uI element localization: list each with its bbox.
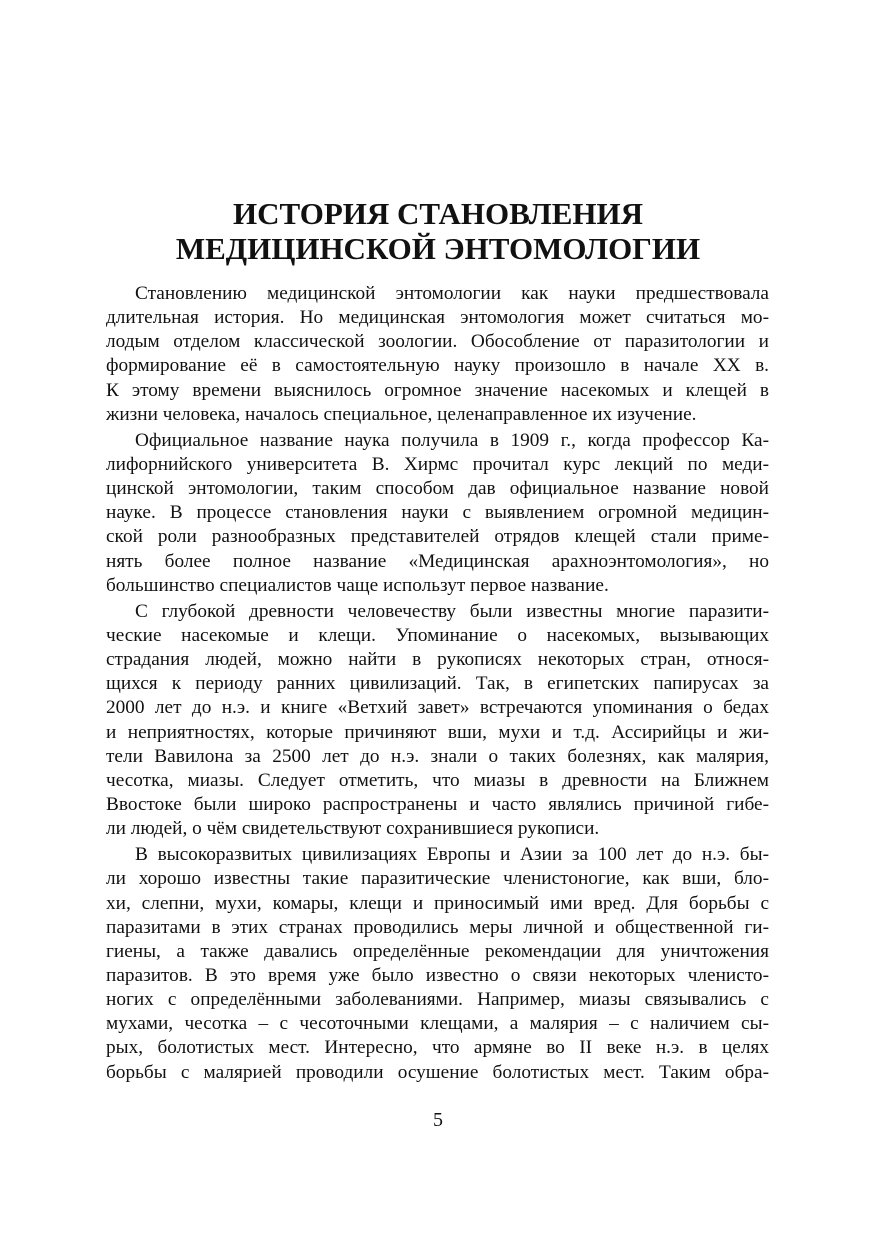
text-line: Становлению медицинской энтомологии как науки предшествовала [135, 283, 769, 304]
paragraph [106, 429, 769, 598]
body-text [106, 282, 769, 1085]
paragraph [106, 843, 769, 1084]
text-line: тели Вавилона за 2500 лет до н.э. знали о таких болезнях, как малярия, [106, 745, 769, 767]
text-line: ли хорошо известны такие паразитические членистоногие, как вши, бло- [106, 868, 769, 890]
text-line: Ввостоке были широко распространены и часто являлись причиной гибе- [106, 793, 769, 815]
paragraph [106, 282, 769, 427]
text-line: ческие насекомые и клещи. Упоминание о насекомых, вызывающих [106, 624, 769, 646]
text-line: щихся к периоду ранних цивилизаций. Так, в египетских папирусах за [106, 673, 769, 695]
text-line: Официальное название наука получила в 1909 г., когда профессор Ка- [135, 429, 769, 451]
text-line: длительная история. Но медицинская энтомология может считаться мо- [106, 307, 769, 329]
text-line: лодым отделом классической зоологии. Обособление от паразитологии и [106, 331, 769, 353]
text-line: В высокоразвитых цивилизациях Европы и Азии за 100 лет до н.э. бы- [135, 844, 769, 866]
text-line: науке. В процессе становления науки с выявлением огромной медицин- [106, 502, 769, 524]
text-line: ли людей, о чём свидетельствуют сохранившиеся рукописи. [106, 818, 600, 840]
text-line: С глубокой древности человечеству были известны многие паразити- [135, 600, 769, 622]
text-line: паразитов. В это время уже было известно о связи некоторых членисто- [106, 964, 769, 986]
text-line: нять более полное название «Медицинская арахноэнтомология», но [106, 550, 769, 572]
text-line: формирование её в самостоятельную науку произошло в начале ХХ в. [106, 355, 769, 377]
text-line: жизни человека, началось специальное, целенаправленное их изучение. [106, 403, 697, 425]
text-line: и неприятностях, которые причиняют вши, мухи и т.д. Ассирийцы и жи- [106, 721, 769, 743]
text-line: цинской энтомологии, таким способом дав официальное название новой [106, 478, 769, 500]
text-line: паразитами в этих странах проводились меры личной и общественной ги- [106, 916, 769, 938]
chapter-title-line-1: ИСТОРИЯ СТАНОВЛЕНИЯ [232, 196, 644, 231]
text-line: 2000 лет до н.э. и книге «Ветхий завет» встречаются упоминания о бедах [106, 697, 769, 719]
text-line: мухами, чесотка – с чесоточными клещами, а малярия – с наличием сы- [106, 1013, 769, 1035]
paragraph [106, 600, 769, 841]
text-line: К этому времени выяснилось огромное значение насекомых и клещей в [106, 379, 769, 401]
text-line: ногих с определёнными заболеваниями. Например, миазы связывались с [106, 989, 769, 1011]
text-line: борьбы с малярией проводили осушение болотистых мест. Таким обра- [106, 1061, 769, 1083]
text-line: большинство специалистов чаще использут первое название. [106, 574, 609, 596]
text-line: гиены, а также давались определённые рекомендации для уничтожения [106, 940, 769, 962]
text-line: хи, слепни, мухи, комары, клещи и приносимый ими вред. Для борьбы с [106, 892, 769, 914]
chapter-title-line-2: МЕДИЦИНСКОЙ ЭНТОМОЛОГИИ [175, 231, 701, 266]
text-line: лифорнийского университета В. Хирмс прочитал курс лекций по меди- [106, 453, 769, 475]
text-line: страдания людей, можно найти в рукописях некоторых стран, относя- [106, 649, 769, 671]
page-number: 5 [433, 1109, 443, 1131]
text-line: рых, болотистых мест. Интересно, что армяне во II веке н.э. в целях [106, 1037, 769, 1059]
text-line: чесотка, миазы. Следует отметить, что миазы в древности на Ближнем [106, 769, 769, 791]
text-line: ской роли разнообразных представителей отрядов клещей стали приме- [106, 526, 769, 548]
